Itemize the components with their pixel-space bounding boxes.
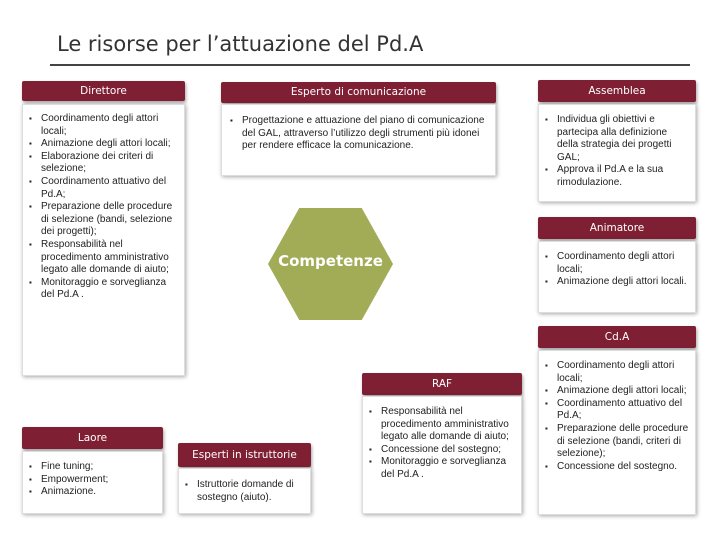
list-item: ▪ Monitoraggio e sorveglianza del Pd.A .	[29, 277, 178, 302]
list-item: ▪ Responsabilità nel procedimento amministrativo legato alle domande di aiuto;	[29, 239, 178, 277]
esperti-istruttorie-list	[185, 479, 304, 504]
list-item: ▪ Preparazione delle procedure di selezione (bandi, selezione dei progetti);	[29, 201, 178, 239]
title-divider	[50, 64, 690, 66]
list-item: ▪ Progettazione e attuazione del piano di comunicazione del GAL, attraverso l’utilizzo degli strumenti più idonei per rendere efficace la comunicazione.	[230, 115, 487, 153]
list-item: ▪ Approva il Pd.A e la sua rimodulazione.	[545, 164, 689, 189]
list-item: ▪ Responsabilità nel procedimento amministrativo legato alle domande di aiuto;	[369, 406, 515, 444]
list-item: ▪ Preparazione delle procedure di selezione (bandi, criteri di selezione);	[545, 423, 689, 461]
assemblea-header: Assemblea	[538, 80, 696, 102]
list-item: ▪ Istruttorie domande di sostegno (aiuto).	[185, 479, 304, 504]
esperto-comunicazione-box	[221, 104, 496, 176]
list-item: ▪ Coordinamento degli attori locali;	[29, 113, 178, 138]
laore-box	[22, 451, 163, 514]
competenze-label: Competenze	[278, 252, 383, 270]
animatore-header: Animatore	[538, 217, 696, 239]
esperto-comunicazione-header: Esperto di comunicazione	[221, 82, 496, 103]
list-item: ▪ Coordinamento degli attori locali;	[545, 251, 689, 276]
list-item: ▪ Empowerment;	[29, 474, 156, 487]
list-item: ▪ Monitoraggio e sorveglianza del Pd.A .	[369, 456, 515, 481]
list-item: ▪ Concessione del sostegno.	[545, 461, 689, 474]
animatore-box	[538, 241, 696, 313]
cda-header: Cd.A	[538, 326, 696, 348]
direttore-header: Direttore	[22, 81, 185, 101]
cda-list	[545, 360, 689, 473]
list-item: ▪ Elaborazione dei criteri di selezione;	[29, 151, 178, 176]
animatore-list	[545, 251, 689, 289]
page-title: Le risorse per l’attuazione del Pd.A	[57, 32, 424, 56]
list-item: ▪ Coordinamento attuativo del Pd.A;	[545, 398, 689, 423]
raf-box	[362, 396, 522, 514]
list-item: ▪ Animazione.	[29, 486, 156, 499]
esperto-comunicazione-list	[230, 115, 487, 153]
list-item: ▪ Coordinamento attuativo del Pd.A;	[29, 176, 178, 201]
esperti-istruttorie-header: Esperti in istruttorie	[178, 443, 311, 467]
list-item: ▪ Animazione degli attori locali;	[545, 385, 689, 398]
list-item: ▪ Coordinamento degli attori locali;	[545, 360, 689, 385]
esperti-istruttorie-box	[178, 468, 311, 514]
list-item: ▪ Fine tuning;	[29, 461, 156, 474]
list-item: ▪ Animazione degli attori locali;	[29, 138, 178, 151]
list-item: ▪ Animazione degli attori locali.	[545, 276, 689, 289]
laore-list	[29, 461, 156, 499]
laore-header: Laore	[22, 427, 163, 449]
raf-header: RAF	[362, 373, 522, 395]
list-item: ▪ Concessione del sostegno;	[369, 444, 515, 457]
list-item: ▪ Individua gli obiettivi e partecipa alla definizione della strategia dei progetti GAL;	[545, 114, 689, 164]
assemblea-list	[545, 114, 689, 190]
assemblea-box	[538, 104, 696, 202]
raf-list	[369, 406, 515, 482]
cda-box	[538, 350, 696, 515]
direttore-box	[22, 104, 185, 376]
direttore-list	[29, 113, 178, 302]
